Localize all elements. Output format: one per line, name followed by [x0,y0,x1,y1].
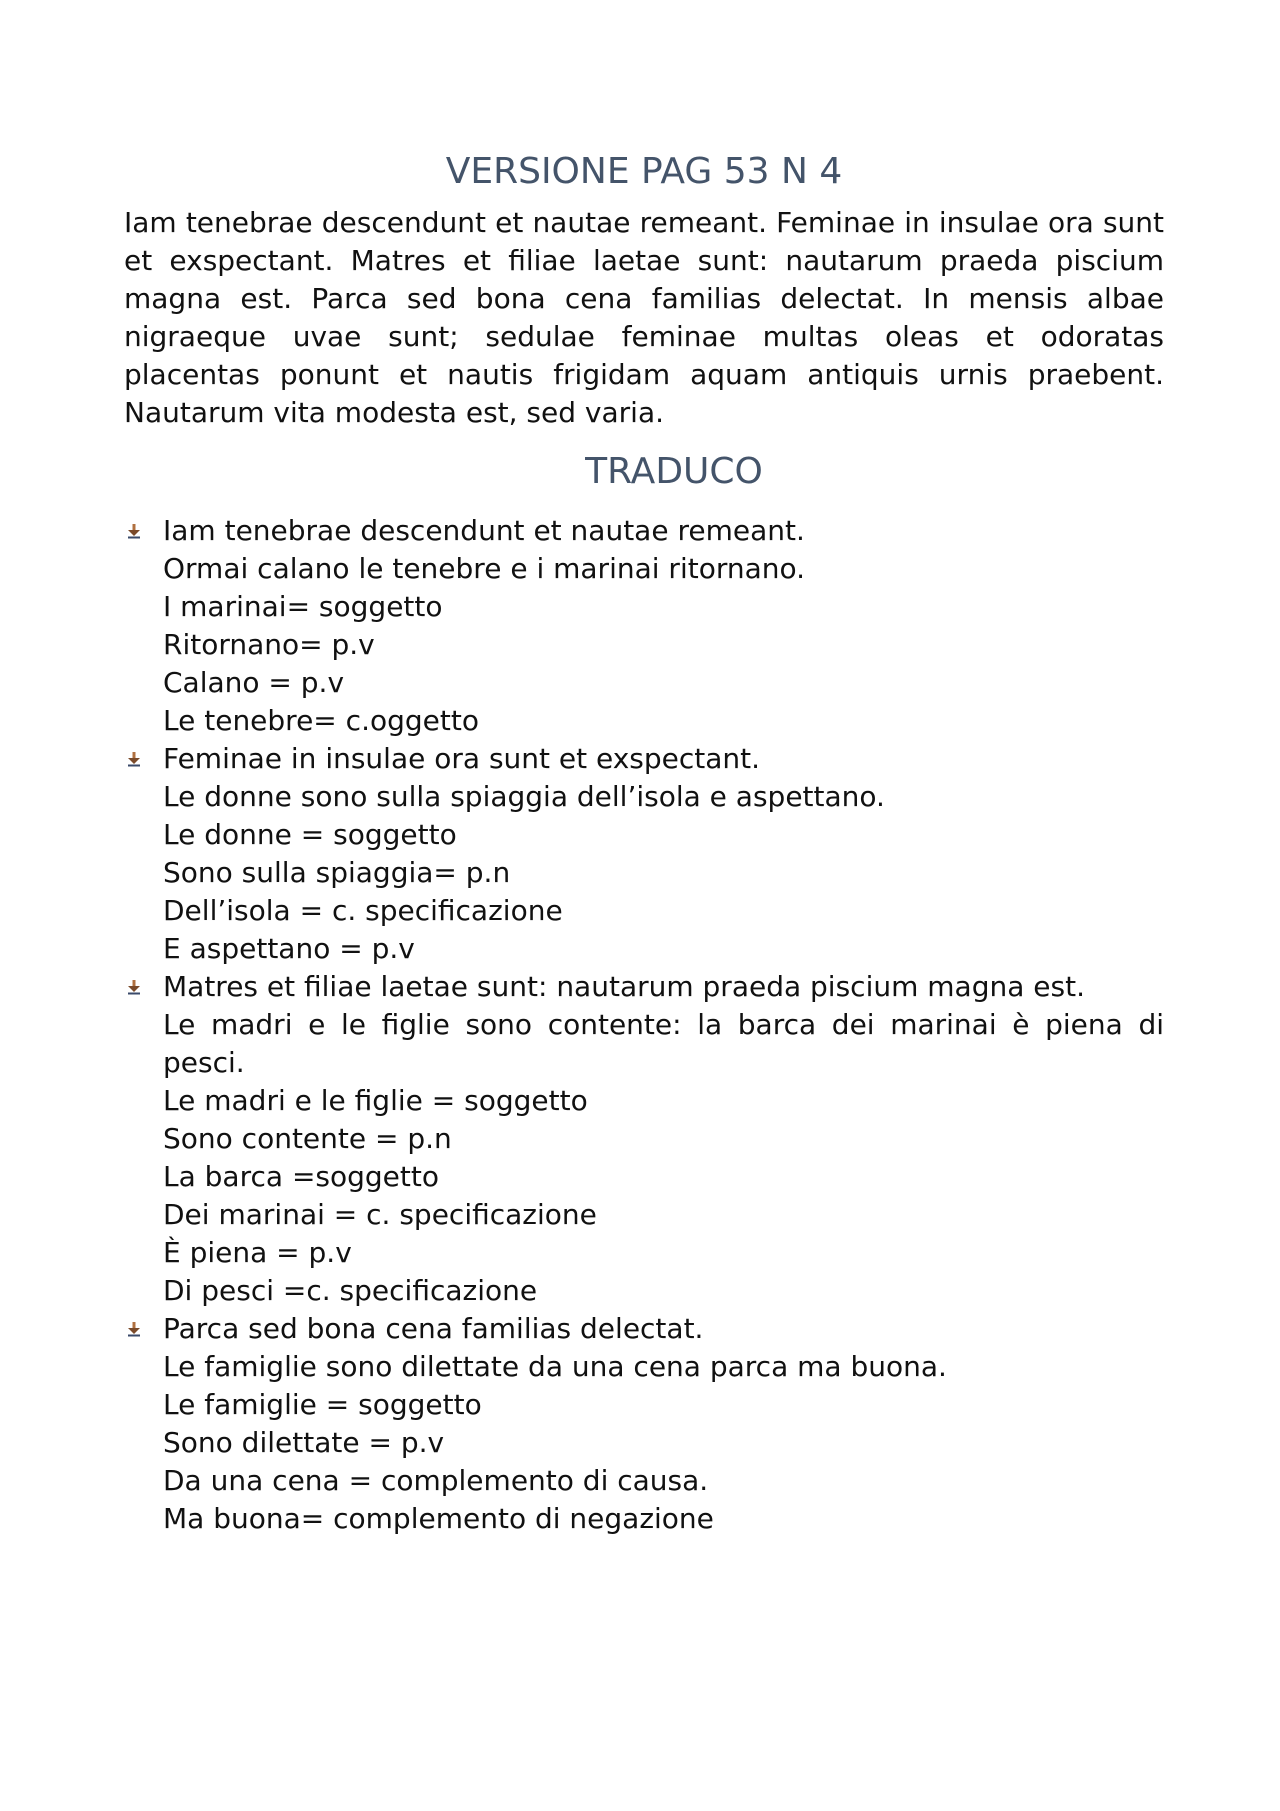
analysis-line: Dei marinai = c. specificazione [163,1198,597,1231]
latin-sentence: Parca sed bona cena familias delectat. [163,1312,704,1345]
analysis-line: Le donne = soggetto [163,818,457,851]
list-item [124,1310,1164,1538]
analysis-line: Ritornano= p.v [163,628,375,661]
italian-translation: Le famiglie sono dilettate da una cena parca ma buona. [163,1350,947,1383]
analysis-line: E aspettano = p.v [163,932,415,965]
italian-translation: Le madri e le figlie sono contente: la barca dei marinai è piena di pesci. [163,1008,1164,1079]
italian-translation: Le donne sono sulla spiaggia dell’isola e aspettano. [163,780,885,813]
analysis-line: Ma buona= complemento di negazione [163,1502,714,1535]
list-item [124,740,1164,968]
analysis-line: Calano = p.v [163,666,345,699]
analysis-line: I marinai= soggetto [163,590,443,623]
latin-text-paragraph: Iam tenebrae descendunt et nautae remeant. Feminae in insulae ora sunt et exspectant. Matres et filiae laetae sunt: nautarum praeda piscium magna est. Parca sed bona cena familias delectat. In mensis albae nigraeque uvae sunt; sedulae feminae multas oleas et odoratas placentas ponunt et nautis frigidam aquam antiquis urnis praebent. Nautarum vita modesta est, sed varia. [124,206,1164,429]
analysis-line: Da una cena = complemento di causa. [163,1464,709,1497]
list-item [124,512,1164,740]
analysis-line: Sono contente = p.n [163,1122,452,1155]
list-item [124,968,1164,1310]
latin-sentence: Feminae in insulae ora sunt et exspectant. [163,742,761,775]
arrow-down-bullet-icon [126,1321,142,1337]
analysis-line: Le famiglie = soggetto [163,1388,482,1421]
translation-heading: TRADUCO [585,451,763,492]
arrow-down-bullet-icon [126,523,142,539]
analysis-line: Sono sulla spiaggia= p.n [163,856,511,889]
analysis-line: Di pesci =c. specificazione [163,1274,538,1307]
arrow-down-bullet-icon [126,979,142,995]
analysis-line: Sono dilettate = p.v [163,1426,445,1459]
analysis-line: Le madri e le figlie = soggetto [163,1084,588,1117]
document-page [124,150,1164,1538]
analysis-line: La barca =soggetto [163,1160,439,1193]
translation-list [124,512,1164,1538]
analysis-line: Dell’isola = c. specificazione [163,894,563,927]
latin-sentence: Iam tenebrae descendunt et nautae remeant. [163,514,805,547]
analysis-line: È piena = p.v [163,1236,352,1269]
latin-sentence: Matres et filiae laetae sunt: nautarum praeda piscium magna est. [163,970,1085,1003]
document-title: VERSIONE PAG 53 N 4 [445,151,843,192]
arrow-down-bullet-icon [126,751,142,767]
italian-translation: Ormai calano le tenebre e i marinai ritornano. [163,552,806,585]
analysis-line: Le tenebre= c.oggetto [163,704,479,737]
